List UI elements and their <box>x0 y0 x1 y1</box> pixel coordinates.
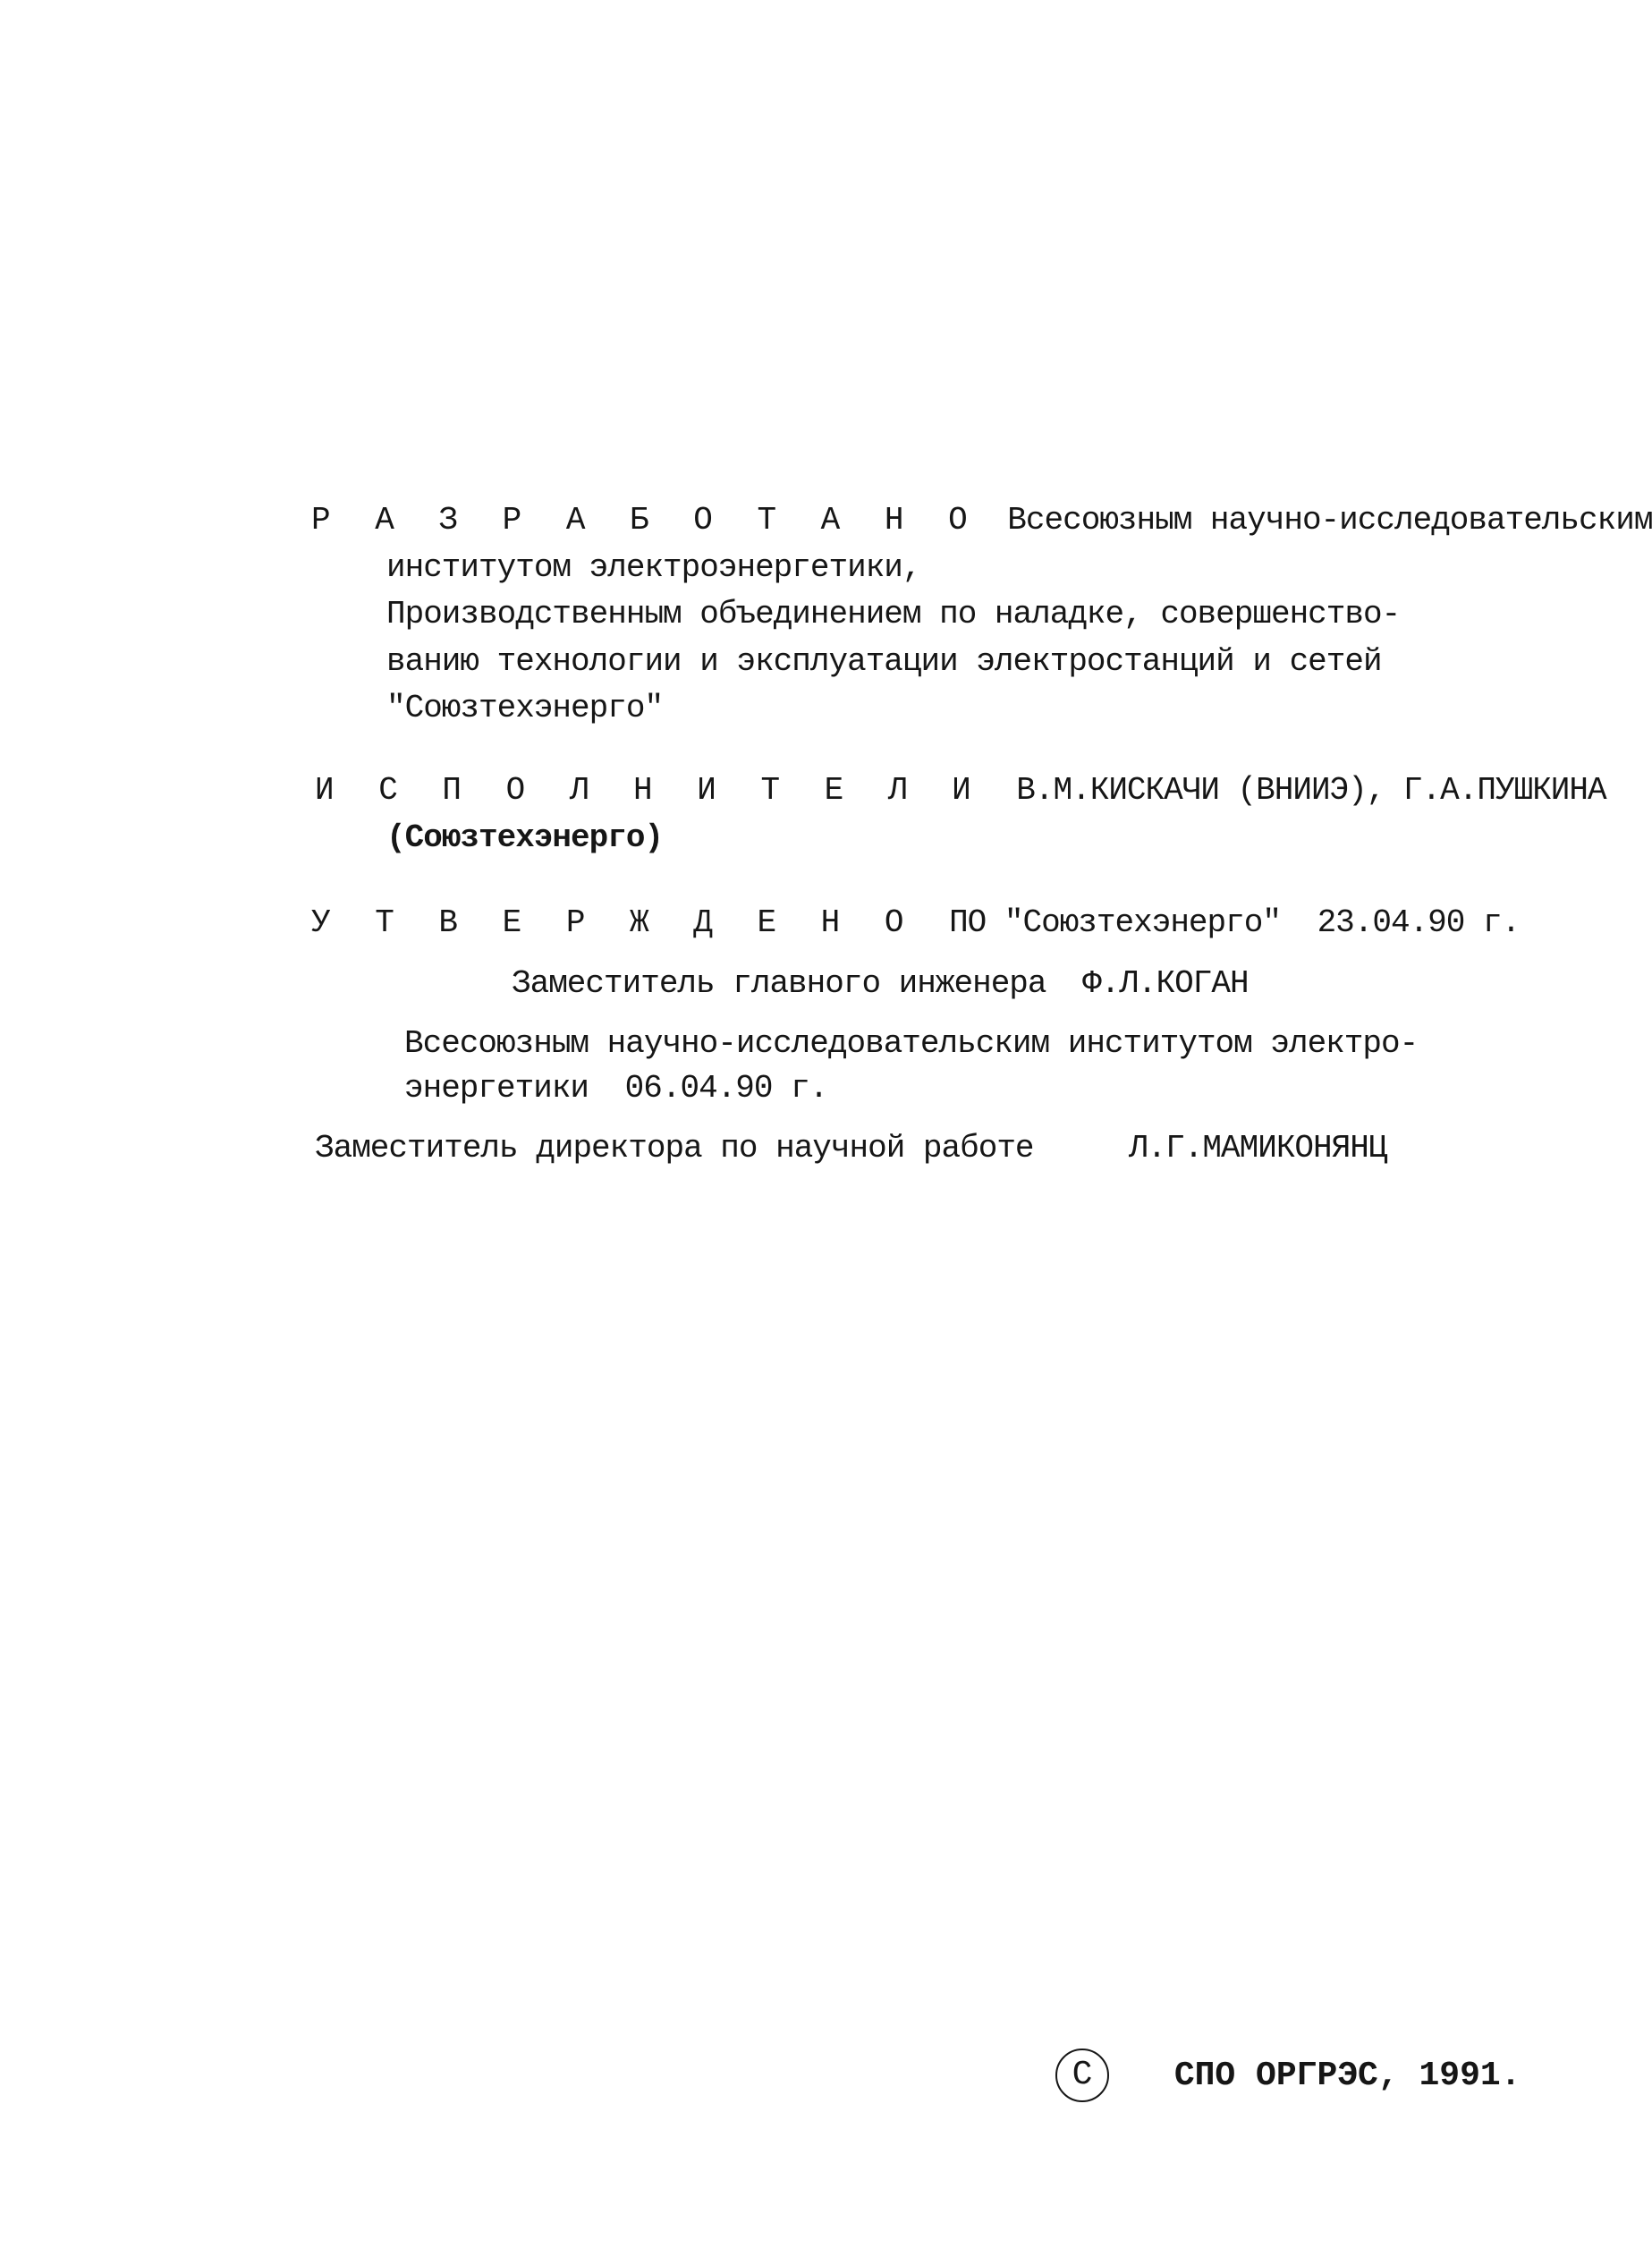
executors-org: (Союзтехэнерго) <box>386 819 664 856</box>
copyright-line <box>1055 2049 1521 2103</box>
approved-position-1: Заместитель главного инженера <box>512 965 1046 1002</box>
developed-text-4: ванию технологии и эксплуатации электростанций и сетей <box>386 643 1382 680</box>
developed-label: Р А З Р А Б О Т А Н О <box>311 502 980 539</box>
approved-line-5 <box>315 1129 1388 1168</box>
developed-text-5: "Союзтехэнерго" <box>386 690 664 726</box>
approved-text-3: Всесоюзным научно-исследовательским институтом электро- <box>404 1025 1419 1062</box>
approved-label: У Т В Е Р Ж Д Е Н О <box>311 904 917 941</box>
copyright-icon: С <box>1055 2049 1109 2102</box>
executors-names: В.М.КИСКАЧИ (ВНИИЭ), Г.А.ПУШКИНА <box>1016 772 1606 809</box>
developed-text-3: Производственным объединением по наладке, совершенство- <box>386 596 1401 632</box>
approved-person-1: Ф.Л.КОГАН <box>1082 965 1249 1002</box>
copyright-text: СПО ОРГРЭС, 1991. <box>1173 2057 1521 2096</box>
approved-position-2: Заместитель директора по научной работе <box>315 1130 1034 1166</box>
approved-text-4: энергетики <box>404 1070 589 1107</box>
executors-line-1 <box>315 771 1606 810</box>
approved-date-2: 06.04.90 г. <box>624 1070 828 1107</box>
approved-org: ПО "Союзтехэнерго" <box>949 904 1281 941</box>
approved-person-2: Л.Г.МАМИКОНЯНЦ <box>1129 1130 1387 1166</box>
developed-line-1 <box>311 501 1652 540</box>
executors-label: И С П О Л Н И Т Е Л И <box>315 772 984 809</box>
developed-text-1: Всесоюзным научно-исследовательским <box>1007 502 1652 539</box>
approved-line-2 <box>512 964 1249 1004</box>
approved-line-1 <box>311 903 1520 943</box>
approved-date-1: 23.04.90 г. <box>1317 904 1521 941</box>
developed-text-2: институтом электроэнергетики, <box>386 549 921 586</box>
approved-line-4 <box>404 1069 827 1108</box>
